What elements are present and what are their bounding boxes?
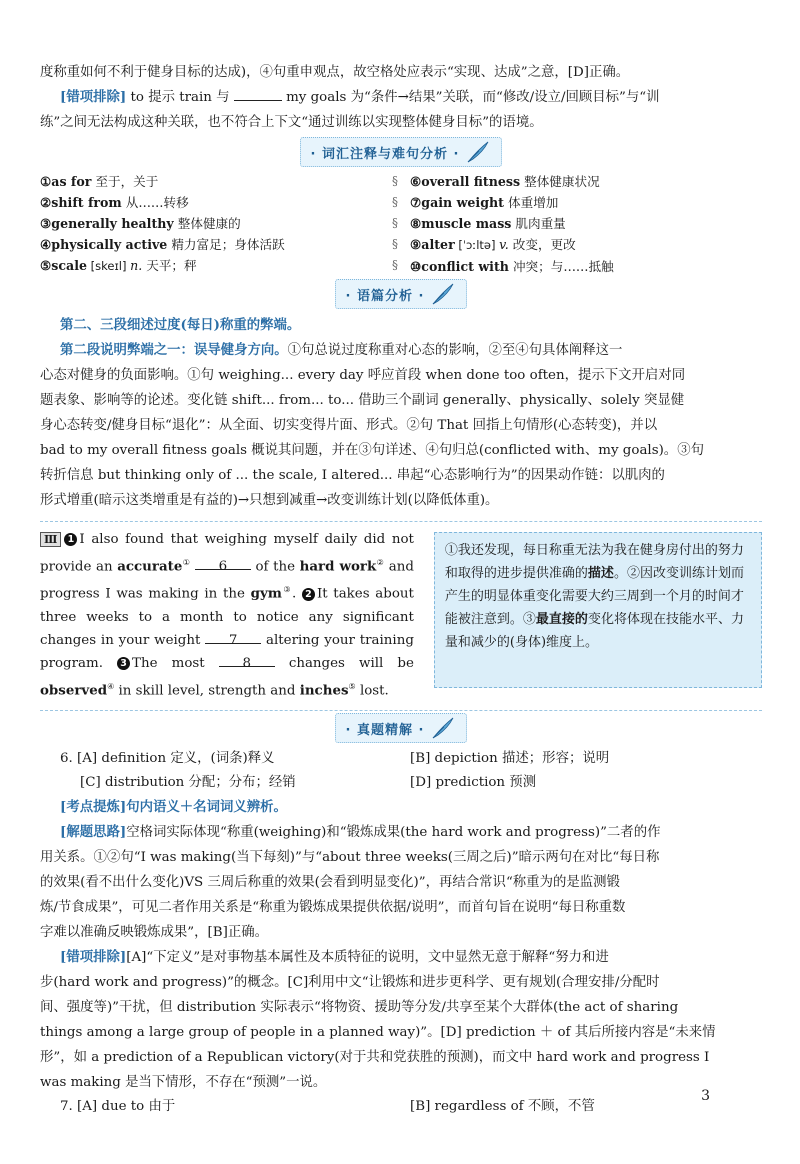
blank-8: 8: [219, 652, 275, 667]
discourse-section-title: · 语篇分析 ·: [40, 281, 762, 307]
option-a: 7. [A] due to 由于: [60, 1099, 176, 1115]
cuoxiang-line: [错项排除][A]“下定义”是对事物基本属性及本质特征的说明，文中显然无意于解释“努力和进: [60, 949, 609, 966]
answers-section-title: · 真题精解 ·: [40, 715, 762, 741]
q6-options-row2: [40, 771, 762, 795]
divider: [40, 521, 762, 522]
vocab-section-title: · 词汇注释与难句分析 ·: [40, 139, 762, 165]
divider: [40, 710, 762, 711]
option-c: [C] distribution 分配；分布；经销: [80, 775, 296, 791]
sentence-number: 2: [302, 588, 315, 601]
exclusion-line2: 练”之间无法构成这种关联，也不符合上下文“通过训练以实现整体健身目标”的语境。: [40, 115, 543, 130]
page-content: [40, 60, 762, 1119]
option-b: [B] regardless of 不顾，不管: [410, 1099, 595, 1115]
exclusion-paragraph: [错项排除] to 提示 train 与 my goals 为“条件→结果”关联，而“修改/设立/回顾目标”与“训: [40, 85, 762, 110]
cuoxiang-line: 间、强度等)”干扰，但 distribution 实际表示“将物资、援助等分发/共享至某个大群体(the act of sharing: [40, 1000, 679, 1016]
vocab-item: ⑩conflict with 冲突；与……抵触: [410, 259, 614, 274]
paragraph-number-badge: Ⅲ: [40, 532, 61, 547]
vocab-item: ②shift from 从……转移: [40, 195, 189, 210]
blank-6: 6: [195, 555, 251, 570]
jieti-line: 炼/节食成果”，可见二者作用关系是“称重为锻炼成果提供依据/说明”，而首句旨在说明“每日称重数: [40, 900, 626, 916]
q6-options-row1: [40, 747, 762, 771]
quill-pen-icon: [430, 282, 456, 306]
discourse-para-line: 心态对健身的负面影响。①句 weighing... every day 呼应首段 when done too often，提示下文开启对同: [40, 368, 686, 383]
quill-pen-icon: [430, 716, 456, 740]
option-d: [D] prediction 预测: [410, 775, 537, 791]
sentence-number: 1: [64, 533, 77, 546]
jieti-line: 字难以准确反映锻炼成果”，[B]正确。: [40, 925, 268, 941]
discourse-para-line: 形式增重(暗示这类增重是有益的)→只想到减重→改变训练计划(以降低体重)。: [40, 493, 499, 508]
discourse-heading: 第二、三段细述过度(每日)称重的弊端。: [60, 317, 301, 333]
cuoxiang-line: things among a large group of people in a planned way)”。[D] prediction ＋ of 其后所接内容是“未来情: [40, 1025, 716, 1041]
vocab-item: ①as for 至于，关于: [40, 174, 159, 189]
quill-pen-icon: [465, 140, 491, 164]
jieti-line: 用关系。①②句“I was making(当下每刻)”与“about three weeks(三周之后)”暗示两句在对比“每日称: [40, 850, 660, 866]
discourse-para-line: 题表象、影响等的论述。变化链 shift... from... to... 借助三个副词 generally、physically、solely 突显健: [40, 393, 685, 408]
cuoxiang-line: 形”，如 a prediction of a Republican victory(对于共和党获胜的预测)，而文中 hard work and progress I: [40, 1050, 710, 1066]
vocab-item: ⑧muscle mass 肌肉重量: [410, 216, 566, 231]
carryover-line: 度称重如何不利于健身目标的达成)，④句重申观点，故空格处应表示“实现、达成”之意，[D]正确。: [40, 65, 630, 80]
vocab-item: ⑨alter [ˈɔːltə] v. 改变，更改: [410, 237, 576, 252]
option-b: [B] depiction 描述；形容；说明: [410, 751, 610, 767]
discourse-para-line: 转折信息 but thinking only of ... the scale, I altered... 串起“心态影响行为”的因果动作链：以肌肉的: [40, 468, 665, 483]
exclusion-label: [错项排除]: [60, 89, 127, 105]
q7-options-row1: [40, 1095, 762, 1119]
passage-block: [40, 528, 762, 702]
jieti-line: 的效果(看不出什么变化)VS 三周后称重的效果(会看到明显变化)”，再结合常识“称重为的是监测锻: [40, 875, 620, 891]
option-a: 6. [A] definition 定义，(词条)释义: [60, 751, 275, 767]
passage-english: Ⅲ 1 I also found that weighing myself daily did not provide an accurate① 6 of the hard work② and progress I was making in the gym③. 2 It takes about three weeks to a month to notice any significant changes in your weight 7 altering your training program. 3 The most 8 changes will be observed④ in skill level, strength and inches⑤ lost.: [40, 532, 414, 699]
discourse-para-line: 身心态转变/健身目标“退化”：从全面、切实变得片面、形式。②句 That 回指上句情形(心态转变)，并以: [40, 418, 658, 433]
kaodian-line: [考点提炼]句内语义＋名词词义辨析。: [60, 799, 287, 816]
blank-7: 7: [205, 629, 261, 644]
discourse-para-line: bad to my overall fitness goals 概说其问题，并在③句详述、④句归总(conflicted with、my goals)。③句: [40, 443, 704, 458]
vocab-item: ⑥overall fitness 整体健康状况: [410, 174, 600, 189]
vocab-item: ⑦gain weight 体重增加: [410, 195, 559, 210]
cuoxiang-line: was making 是当下情形，不存在“预测”一说。: [40, 1075, 327, 1091]
blank-underline: [234, 86, 282, 101]
vocab-item: ③generally healthy 整体健康的: [40, 216, 241, 231]
vocab-item: ④physically active 精力富足；身体活跃: [40, 237, 285, 252]
vocab-left-column: [40, 171, 380, 277]
passage-translation: ①我还发现，每日称重无法为我在健身房付出的努力和取得的进步提供准确的描述。②因改变训练计划而产生的明显体重变化需要大约三周到一个月的时间才能被注意到。③最直接的变化将体现在技能水平、力量和减少的(身体)维度上。: [434, 532, 762, 688]
vocab-list: [40, 171, 762, 277]
page-number: 3: [701, 1088, 710, 1104]
vocab-divider: § § § § §: [392, 174, 398, 272]
jieti-line: [解题思路]空格词实际体现“称重(weighing)和“锻炼成果(the hard work and progress)”二者的作: [60, 824, 661, 841]
discourse-para-line: 第二段说明弊端之一：误导健身方向。①句总说过度称重对心态的影响，②至④句具体阐释这一: [60, 342, 623, 358]
cuoxiang-line: 步(hard work and progress)”的概念。[C]利用中文“让锻炼和进步更科学、更有规划(合理安排/分配时: [40, 975, 660, 991]
vocab-right-column: [410, 171, 750, 277]
vocab-item: ⑤scale [skeɪl] n. 天平；秤: [40, 258, 197, 273]
sentence-number: 3: [117, 657, 130, 670]
